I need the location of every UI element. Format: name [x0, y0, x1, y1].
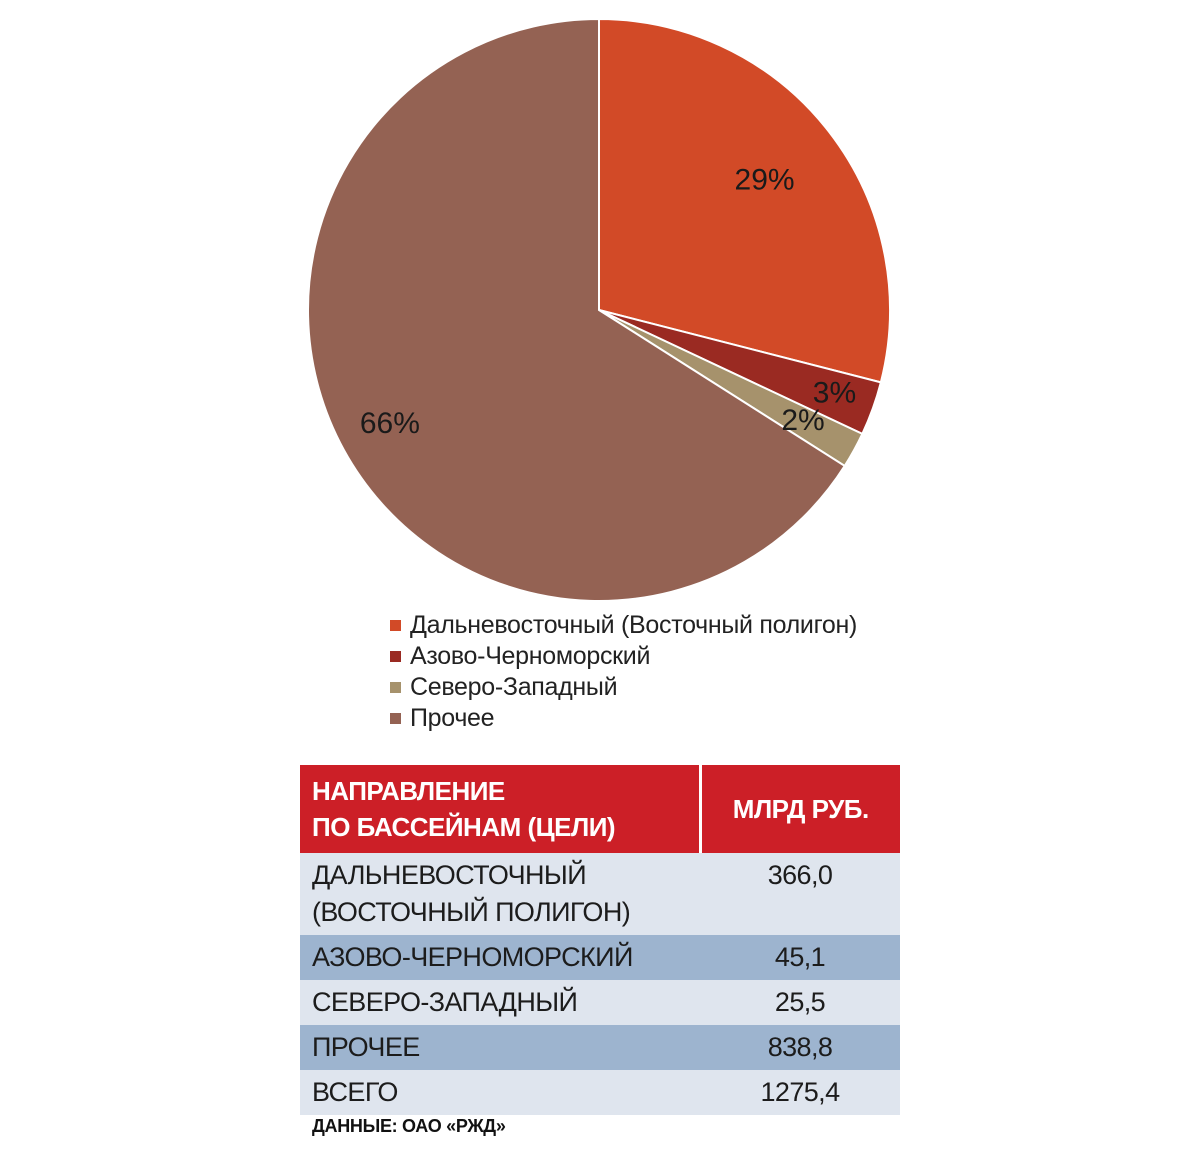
legend-label: Дальневосточный (Восточный полигон): [410, 611, 857, 639]
header-direction: НАПРАВЛЕНИЕ ПО БАССЕЙНАМ (ЦЕЛИ): [300, 765, 700, 853]
legend-item-north-west: [390, 672, 857, 703]
legend-item-far-east: [390, 610, 857, 641]
legend-label: Азово-Черноморский: [410, 642, 651, 670]
row-name: СЕВЕРО-ЗАПАДНЫЙ: [300, 980, 700, 1025]
table-row: [300, 1025, 900, 1070]
legend-item-azov-black-sea: [390, 641, 857, 672]
legend-swatch: [390, 682, 401, 693]
source-note: ДАННЫЕ: ОАО «РЖД»: [312, 1116, 506, 1136]
legend: [390, 610, 857, 734]
table-header-row: [300, 765, 900, 853]
row-value: 838,8: [700, 1025, 900, 1070]
legend-label: Прочее: [410, 704, 495, 732]
table-row: [300, 935, 900, 980]
row-name: ПРОЧЕЕ: [300, 1025, 700, 1070]
table-row: [300, 980, 900, 1025]
row-name: ВСЕГО: [300, 1070, 700, 1115]
row-value: 45,1: [700, 935, 900, 980]
row-value: 25,5: [700, 980, 900, 1025]
legend-label: Северо-Западный: [410, 673, 618, 701]
row-value: 366,0: [700, 853, 900, 935]
slice-value-label: 3%: [812, 376, 857, 410]
slice-value-label: 2%: [781, 404, 825, 438]
legend-swatch: [390, 651, 401, 662]
slice-value-label: 66%: [359, 406, 420, 440]
legend-swatch: [390, 713, 401, 724]
row-name: АЗОВО-ЧЕРНОМОРСКИЙ: [300, 935, 700, 980]
header-value: МЛРД РУБ.: [700, 765, 900, 853]
slice-value-label: 29%: [734, 163, 795, 197]
table-row-total: [300, 1070, 900, 1115]
legend-swatch: [390, 620, 401, 631]
legend-item-other: [390, 703, 857, 734]
table-row: [300, 853, 900, 935]
row-value: 1275,4: [700, 1070, 900, 1115]
investment-table: [300, 765, 900, 1115]
row-name: ДАЛЬНЕВОСТОЧНЫЙ (ВОСТОЧНЫЙ ПОЛИГОН): [300, 853, 700, 935]
